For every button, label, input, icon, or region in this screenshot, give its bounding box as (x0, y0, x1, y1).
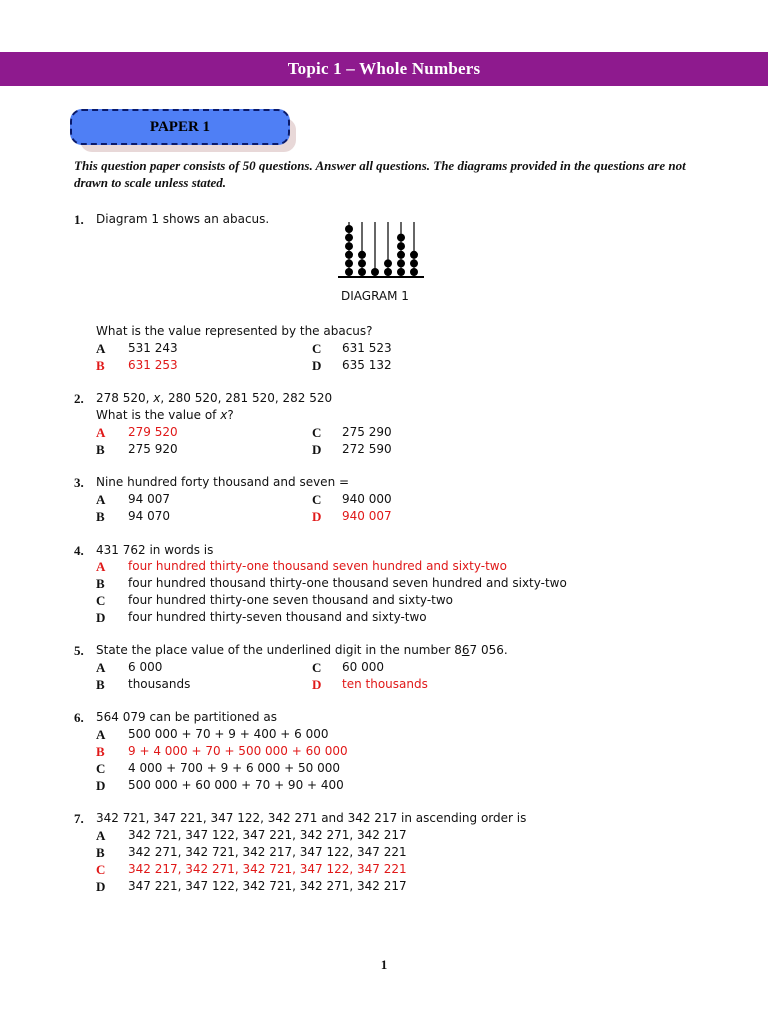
question-number: 5. (74, 643, 84, 658)
abacus-bead (358, 268, 366, 276)
underlined-digit: 6 (461, 643, 470, 657)
abacus-bead (345, 268, 353, 276)
abacus-bead (345, 259, 353, 267)
topic-header: Topic 1 – Whole Numbers (0, 52, 768, 86)
option-b: 342 271, 342 721, 342 217, 347 122, 347 221 (128, 845, 407, 859)
option-b-correct: 631 253 (128, 358, 178, 372)
option-letter-correct: C (96, 862, 106, 877)
question-text: 342 721, 347 221, 347 122, 342 271 and 342 217 in ascending order is (96, 811, 527, 825)
question-text (96, 390, 332, 407)
option-c: 631 523 (342, 341, 392, 355)
abacus-bead (358, 251, 366, 259)
option-a-correct: four hundred thirty-one thousand seven hundred and sixty-two (128, 559, 507, 573)
option-letter-correct: B (96, 744, 105, 759)
option-a-correct: 279 520 (128, 425, 178, 439)
abacus-bead (397, 251, 405, 259)
question-prompt: What is the value represented by the abacus? (96, 324, 373, 338)
question-number: 6. (74, 710, 84, 725)
abacus-bead (397, 242, 405, 250)
option-letter: B (96, 576, 105, 591)
abacus-bead (397, 234, 405, 242)
abacus-bead (410, 268, 418, 276)
option-letter: C (312, 492, 322, 507)
option-letter-correct: D (312, 509, 322, 524)
option-d-correct: 940 007 (342, 509, 392, 523)
variable-x: x (153, 391, 161, 405)
variable-x: x (220, 408, 228, 422)
option-letter: C (96, 593, 106, 608)
question-text: 564 079 can be partitioned as (96, 710, 277, 724)
option-letter: C (96, 761, 106, 776)
question-text (96, 642, 508, 659)
option-b: four hundred thousand thirty-one thousand seven hundred and sixty-two (128, 576, 567, 590)
question-part: State the place value of the underlined digit in the number 8 (96, 643, 462, 657)
option-letter: D (96, 778, 106, 793)
question-prompt (96, 407, 234, 424)
option-a: 500 000 + 70 + 9 + 400 + 6 000 (128, 727, 329, 741)
question-number: 4. (74, 543, 84, 558)
option-letter-correct: B (96, 358, 105, 373)
option-c: 275 290 (342, 425, 392, 439)
option-letter: D (96, 879, 106, 894)
abacus-bead (371, 268, 379, 276)
question-number: 1. (74, 212, 84, 227)
question-text: Diagram 1 shows an abacus. (96, 212, 270, 226)
paper-label: PAPER 1 (70, 109, 290, 145)
option-letter: D (312, 442, 322, 457)
option-letter: B (96, 845, 105, 860)
option-b-correct: 9 + 4 000 + 70 + 500 000 + 60 000 (128, 744, 348, 758)
question-part: 7 056. (469, 643, 508, 657)
sequence-part: , 280 520, 281 520, 282 520 (160, 391, 333, 405)
question-text: Nine hundred forty thousand and seven = (96, 475, 350, 489)
option-d: 272 590 (342, 442, 392, 456)
abacus-bead (345, 234, 353, 242)
option-letter: A (96, 492, 106, 507)
option-a: 94 007 (128, 492, 170, 506)
option-letter: C (312, 341, 322, 356)
option-d: 347 221, 347 122, 342 721, 342 271, 342 217 (128, 879, 407, 893)
option-letter-correct: A (96, 425, 106, 440)
option-d: 635 132 (342, 358, 392, 372)
option-letter: A (96, 341, 106, 356)
option-c: 4 000 + 700 + 9 + 6 000 + 50 000 (128, 761, 340, 775)
option-letter: C (312, 660, 322, 675)
option-c: four hundred thirty-one seven thousand and sixty-two (128, 593, 454, 607)
option-b: 94 070 (128, 509, 170, 523)
option-d-correct: ten thousands (342, 677, 428, 691)
option-letter: B (96, 509, 105, 524)
question-number: 7. (74, 811, 84, 826)
option-letter: A (96, 828, 106, 843)
option-b: thousands (128, 677, 191, 691)
option-letter: D (96, 610, 106, 625)
option-b: 275 920 (128, 442, 178, 456)
option-a: 531 243 (128, 341, 178, 355)
prompt-part: What is the value of (96, 408, 221, 422)
option-letter-correct: D (312, 677, 322, 692)
prompt-part: ? (227, 408, 234, 422)
question-number: 3. (74, 475, 84, 490)
abacus-bead (345, 225, 353, 233)
option-letter: A (96, 727, 106, 742)
option-a: 6 000 (128, 660, 163, 674)
abacus-bead (410, 251, 418, 259)
abacus-bead (345, 251, 353, 259)
sequence-part: 278 520, (96, 391, 154, 405)
question-number: 2. (74, 391, 84, 406)
option-letter: B (96, 442, 105, 457)
abacus-bead (384, 259, 392, 267)
abacus-bead (397, 268, 405, 276)
option-a: 342 721, 347 122, 347 221, 342 271, 342 217 (128, 828, 407, 842)
abacus-bead (397, 259, 405, 267)
option-letter: A (96, 660, 106, 675)
option-d: 500 000 + 60 000 + 70 + 90 + 400 (128, 778, 344, 792)
page-number: 1 (380, 957, 388, 972)
abacus-bead (384, 268, 392, 276)
abacus-bead (358, 259, 366, 267)
option-c-correct: 342 217, 342 271, 342 721, 347 122, 347 221 (128, 862, 407, 876)
option-letter: B (96, 677, 105, 692)
question-text: 431 762 in words is (96, 543, 214, 557)
option-letter-correct: A (96, 559, 106, 574)
instructions: This question paper consists of 50 questions. Answer all questions. The diagrams provided in the questions are not drawn to scale unless stated. (74, 158, 686, 190)
option-letter: C (312, 425, 322, 440)
abacus-diagram (336, 220, 426, 280)
option-letter: D (312, 358, 322, 373)
option-c: 940 000 (342, 492, 392, 506)
abacus-bead (345, 242, 353, 250)
abacus-bead (410, 259, 418, 267)
option-c: 60 000 (342, 660, 384, 674)
diagram-label: DIAGRAM 1 (341, 289, 409, 303)
option-d: four hundred thirty-seven thousand and sixty-two (128, 610, 427, 624)
